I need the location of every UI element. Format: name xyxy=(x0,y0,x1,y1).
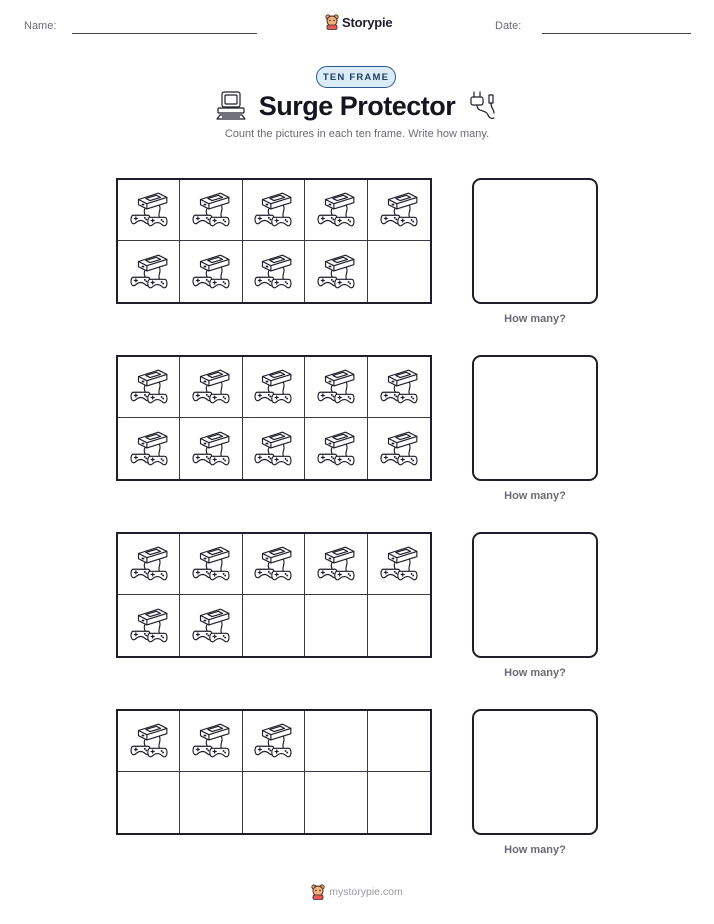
date-write-line[interactable] xyxy=(542,33,691,34)
brand xyxy=(325,14,392,30)
exercise-row-1 xyxy=(0,178,714,328)
game-console-icon xyxy=(128,721,170,761)
game-console-icon xyxy=(128,429,170,469)
game-console-icon xyxy=(252,544,294,584)
answer-box[interactable] xyxy=(472,532,598,658)
instructions: Count the pictures in each ten frame. Write how many. xyxy=(224,128,490,140)
ten-frame-cell xyxy=(368,595,430,656)
ten-frame-cell xyxy=(243,357,305,418)
game-console-icon xyxy=(190,429,232,469)
game-console-icon xyxy=(252,190,294,230)
ten-frame-badge: TEN FRAME xyxy=(316,66,396,88)
game-console-icon xyxy=(378,544,420,584)
ten-frame-cell xyxy=(305,595,367,656)
game-console-icon xyxy=(315,544,357,584)
game-console-icon xyxy=(128,190,170,230)
ten-frame-cell xyxy=(180,418,242,479)
title-row xyxy=(0,89,714,129)
ten-frame-cell xyxy=(305,357,367,418)
ten-frame-cell xyxy=(180,357,242,418)
ten-frame xyxy=(116,532,432,658)
how-many-label: How many? xyxy=(504,490,566,502)
ten-frame-cell xyxy=(243,534,305,595)
ten-frame-cell xyxy=(368,357,430,418)
game-console-icon xyxy=(252,367,294,407)
ten-frame-cell xyxy=(243,772,305,833)
game-console-icon xyxy=(378,190,420,230)
name-label: Name: xyxy=(24,20,57,32)
power-plug-icon xyxy=(468,89,498,121)
ten-frame-cell xyxy=(243,180,305,241)
ten-frame-cell xyxy=(243,711,305,772)
ten-frame-cell xyxy=(118,595,180,656)
ten-frame-cell xyxy=(305,772,367,833)
how-many-label: How many? xyxy=(504,313,566,325)
ten-frame-cell xyxy=(118,357,180,418)
game-console-icon xyxy=(128,367,170,407)
ten-frame-cell xyxy=(368,180,430,241)
ten-frame-cell xyxy=(118,711,180,772)
ten-frame-cell xyxy=(180,772,242,833)
game-console-icon xyxy=(190,190,232,230)
ten-frame-cell xyxy=(118,180,180,241)
ten-frame-cell xyxy=(118,418,180,479)
game-console-icon xyxy=(378,367,420,407)
ten-frame-cell xyxy=(305,180,367,241)
ten-frame-cell xyxy=(180,711,242,772)
ten-frame-cell xyxy=(368,534,430,595)
game-console-icon xyxy=(128,252,170,292)
game-console-icon xyxy=(190,544,232,584)
ten-frame-cell xyxy=(368,241,430,302)
ten-frame-cell xyxy=(180,534,242,595)
how-many-label: How many? xyxy=(504,667,566,679)
ten-frame-cell xyxy=(118,241,180,302)
ten-frame-cell xyxy=(368,418,430,479)
ten-frame-cell xyxy=(243,595,305,656)
how-many-label: How many? xyxy=(504,844,566,856)
ten-frame-cell xyxy=(180,241,242,302)
exercise-row-3 xyxy=(0,532,714,682)
exercise-row-4 xyxy=(0,709,714,859)
game-console-icon xyxy=(190,252,232,292)
game-console-icon xyxy=(252,721,294,761)
ten-frame-cell xyxy=(305,241,367,302)
ten-frame-cell xyxy=(180,595,242,656)
answer-box[interactable] xyxy=(472,709,598,835)
ten-frame-cell xyxy=(305,418,367,479)
ten-frame xyxy=(116,178,432,304)
game-console-icon xyxy=(190,606,232,646)
game-console-icon xyxy=(190,367,232,407)
game-console-icon xyxy=(128,606,170,646)
ten-frame-cell xyxy=(243,241,305,302)
ten-frame xyxy=(116,355,432,481)
game-console-icon xyxy=(128,544,170,584)
game-console-icon xyxy=(315,367,357,407)
exercise-row-2 xyxy=(0,355,714,505)
ten-frame xyxy=(116,709,432,835)
ten-frame-cell xyxy=(305,711,367,772)
ten-frame-cell xyxy=(118,772,180,833)
answer-box[interactable] xyxy=(472,355,598,481)
game-console-icon xyxy=(190,721,232,761)
footer-url: mystorypie.com xyxy=(329,886,403,898)
worksheet-header xyxy=(0,0,714,50)
ten-frame-cell xyxy=(368,772,430,833)
name-write-line[interactable] xyxy=(72,33,257,34)
answer-box[interactable] xyxy=(472,178,598,304)
game-console-icon xyxy=(315,252,357,292)
game-console-icon xyxy=(252,429,294,469)
brand-name: Storypie xyxy=(342,14,393,30)
game-console-icon xyxy=(315,429,357,469)
ten-frame-cell xyxy=(180,180,242,241)
page-title: Surge Protector xyxy=(258,91,456,121)
footer xyxy=(0,884,714,900)
game-console-icon xyxy=(252,252,294,292)
storypie-logo-icon xyxy=(311,884,325,900)
ten-frame-cell xyxy=(243,418,305,479)
date-label: Date: xyxy=(495,20,522,32)
ten-frame-cell xyxy=(305,534,367,595)
storypie-logo-icon xyxy=(325,14,339,30)
ten-frame-cell xyxy=(368,711,430,772)
ten-frame-cell xyxy=(118,534,180,595)
game-console-icon xyxy=(315,190,357,230)
game-console-icon xyxy=(378,429,420,469)
